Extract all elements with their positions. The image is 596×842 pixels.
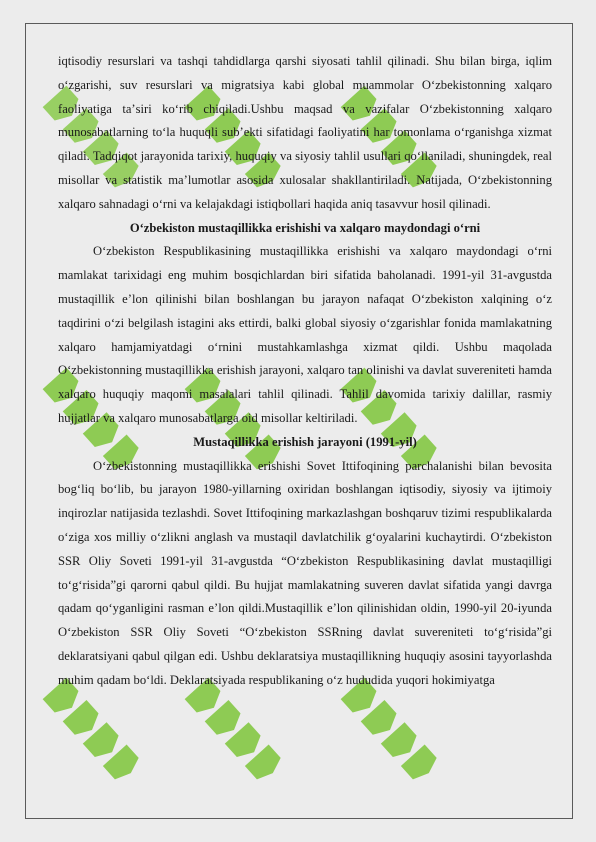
body-paragraph: iqtisodiy resurslari va tashqi tahdidlarga qarshi siyosati tahlil qilinadi. Shu bilan birga, iqlim oʻzgarishi, suv resurslari va migratsiya kabi global muammolar Oʻzbekistonning xalqaro faoliyatiga taʼsiri koʻrib chiqiladi.Ushbu maqsad va vazifalar Oʻzbekistonning xalqaro munosabatlarning toʻla huquqli subʼekti sifatidagi faoliyatini har tomonlama oʻrganishga xizmat qiladi. Tadqiqot jarayonida tarixiy, huquqiy va siyosiy tahlil usullari qoʻllaniladi, shuningdek, real misollar va statistik maʼlumotlar asosida xulosalar shakllantiriladi. Natijada, Oʻzbekistonning xalqaro sahnadagi oʻrni va kelajakdagi istiqbollari haqida aniq tasavvur hosil qilinadi.	[58, 54, 552, 211]
document-body	[58, 50, 552, 693]
section-heading: Mustaqillikka erishish jarayoni (1991-yil)	[193, 434, 417, 449]
section-heading: Oʻzbekiston mustaqillikka erishishi va xalqaro maydondagi oʻrni	[129, 220, 481, 235]
body-paragraph: Oʻzbekiston Respublikasining mustaqillikka erishishi va xalqaro maydondagi oʻrni mamlakat tarixidagi eng muhim bosqichlardan biri sifatida baholanadi. 1991-yil 31-avgustda mustaqillik eʼlon qilinishi bilan boshlangan bu jarayon nafaqat Oʻzbekiston xalqining oʻz taqdirini oʻzi belgilash istagini aks ettirdi, balki global siyosiy oʻzgarishlar fonida mamlakatning xalqaro hamjamiyatdagi oʻrnini mustahkamlashga xizmat qildi. Ushbu maqolada Oʻzbekistonning mustaqillikka erishish jarayoni, xalqaro tan olinishi va davlat suvereniteti hamda xalqaro huquqiy maqomi masalalari tahlil qilinadi. Tahlil davomida tarixiy dalillar, rasmiy hujjatlar va xalqaro munosabatlarga oid misollar keltiriladi.	[58, 244, 552, 425]
body-paragraph: Oʻzbekistonning mustaqillikka erishishi Sovet Ittifoqining parchalanishi bilan bevosita bogʻliq boʻlib, bu jarayon 1980-yillarning oxiridan boshlangan iqtisodiy, siyosiy va ijtimoiy inqirozlar natijasida tezlashdi. Sovet Ittifoqining markazlashgan boshqaruv tizimi respublikalarda oʻziga xos milliy oʻzlikni anglash va mustaqil davlatchilik gʻoyalarini kuchaytirdi. Oʻzbekiston SSR Oliy Soveti 1991-yil 31-avgustda “Oʻzbekiston Respublikasining davlat mustaqilligi toʻgʻrisida”gi qarorni qabul qildi. Bu hujjat mamlakatning suveren davlat sifatida yangi davrga qadam qoʻyganligini rasman eʼlon qildi.Mustaqillik eʼlon qilinishidan oldin, 1990-yil 20-iyunda Oʻzbekiston SSR Oliy Soveti “Oʻzbekiston SSRning davlat suvereniteti toʻgʻrisida”gi deklaratsiyani qabul qilgan edi. Ushbu deklaratsiya mustaqillikning huquqiy asosini tayyorlashda muhim qadam boʻldi. Deklaratsiyada respublikaning oʻz hududida yuqori hokimiyatga	[58, 458, 552, 687]
